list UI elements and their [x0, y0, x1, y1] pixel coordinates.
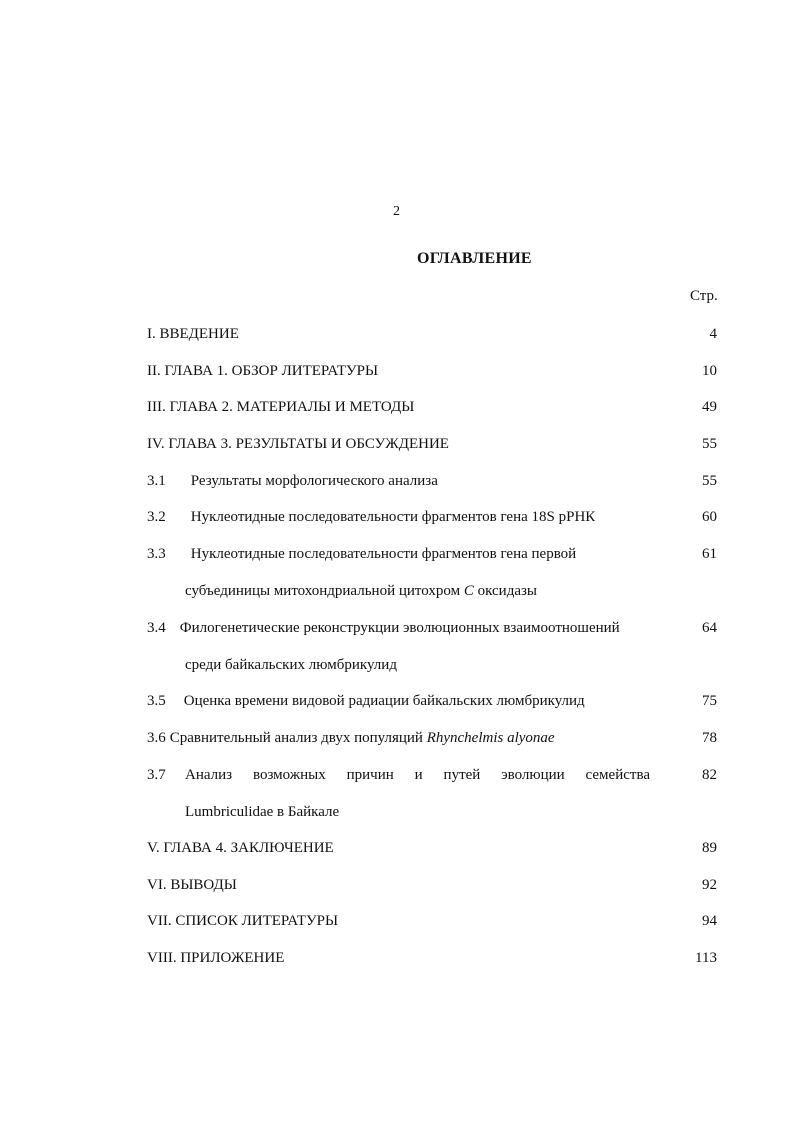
toc-entry[interactable] — [147, 325, 717, 343]
toc-entry[interactable] — [147, 362, 717, 380]
toc-subentry-number: 3.1 — [147, 473, 166, 489]
toc-entry-page: 10 — [702, 363, 717, 379]
page-title: ОГЛАВЛЕНИЕ — [417, 250, 532, 267]
toc-entry-continuation: субъединицы митохондриальной цитохром С оксидазы — [185, 583, 538, 599]
toc-entry[interactable] — [147, 876, 717, 894]
toc-entry-label: Сравнительный анализ двух популяций — [169, 730, 427, 746]
toc-entry-page: 49 — [702, 399, 717, 415]
toc-entry-label: I. ВВЕДЕНИЕ — [147, 326, 239, 342]
toc-entry-page: 94 — [702, 913, 717, 929]
page-number: 2 — [393, 204, 400, 219]
toc-subentry[interactable] — [147, 472, 717, 490]
toc-entry-label: Результаты морфологического анализа — [190, 473, 438, 489]
toc-entry-label: Филогенетические реконструкции эволюционных взаимоотношений — [179, 620, 620, 636]
toc-entry-label: VI. ВЫВОДЫ — [147, 877, 237, 893]
toc-subentry[interactable] — [147, 729, 717, 747]
toc-entry-label: II. ГЛАВА 1. ОБЗОР ЛИТЕРАТУРЫ — [147, 363, 379, 379]
toc-entry-page: 55 — [702, 436, 717, 452]
toc-entry-page: 61 — [702, 546, 717, 562]
toc-subentry-number: 3.7 — [147, 767, 166, 783]
toc-entry[interactable] — [147, 949, 717, 967]
toc-entry-page: 75 — [702, 693, 717, 709]
toc-subentry-number: 3.2 — [147, 509, 166, 525]
toc-entry-continuation: Lumbriculidae в Байкале — [185, 804, 340, 820]
toc-entry-label: Оценка времени видовой радиации байкальских люмбрикулид — [183, 693, 585, 709]
toc-subentry[interactable] — [147, 692, 717, 710]
toc-entry-label: Анализ возможных причин и путей эволюции семейства — [185, 767, 650, 783]
toc-entry-continuation: среди байкальских люмбрикулид — [185, 657, 397, 673]
toc-entry-page: 113 — [695, 950, 717, 966]
toc-subentry[interactable] — [147, 619, 717, 637]
toc-subentry-number: 3.4 — [147, 620, 166, 636]
toc-justified-line — [147, 766, 650, 784]
toc-entry-page: 92 — [702, 877, 717, 893]
toc-subentry-number: 3.5 — [147, 693, 166, 709]
toc-subentry[interactable] — [147, 766, 717, 784]
toc-entry-page: 60 — [702, 509, 717, 525]
toc-entry-label-italic: Rhynchelmis alyonae — [426, 730, 555, 746]
toc-entry-label: VII. СПИСОК ЛИТЕРАТУРЫ — [147, 913, 339, 929]
toc-entry-page: 4 — [709, 326, 717, 342]
toc-entry-page: 64 — [702, 620, 717, 636]
toc-entry-label: Нуклеотидные последовательности фрагментов гена первой — [190, 546, 577, 562]
toc-entry-label: VIII. ПРИЛОЖЕНИЕ — [147, 950, 285, 966]
toc-entry[interactable] — [147, 839, 717, 857]
toc-entry-page: 55 — [702, 473, 717, 489]
toc-entry-label: Нуклеотидные последовательности фрагментов гена 18S рРНК — [190, 509, 596, 525]
toc-entry[interactable] — [147, 435, 717, 453]
toc-entry[interactable] — [147, 912, 717, 930]
toc-entry-label: IV. ГЛАВА 3. РЕЗУЛЬТАТЫ И ОБСУЖДЕНИЕ — [147, 436, 449, 452]
toc-subentry[interactable] — [147, 545, 717, 563]
toc-subentry-number: 3.6 — [147, 730, 166, 746]
toc-entry-label: V. ГЛАВА 4. ЗАКЛЮЧЕНИЕ — [147, 840, 334, 856]
toc-entry-label: III. ГЛАВА 2. МАТЕРИАЛЫ И МЕТОДЫ — [147, 399, 415, 415]
toc-entry-page: 78 — [702, 730, 717, 746]
toc-entry-page: 89 — [702, 840, 717, 856]
toc-entry[interactable] — [147, 398, 717, 416]
toc-subentry-number: 3.3 — [147, 546, 166, 562]
page-column-header: Стр. — [690, 288, 718, 304]
toc-subentry[interactable] — [147, 508, 717, 526]
toc-entry-page: 82 — [702, 767, 717, 783]
